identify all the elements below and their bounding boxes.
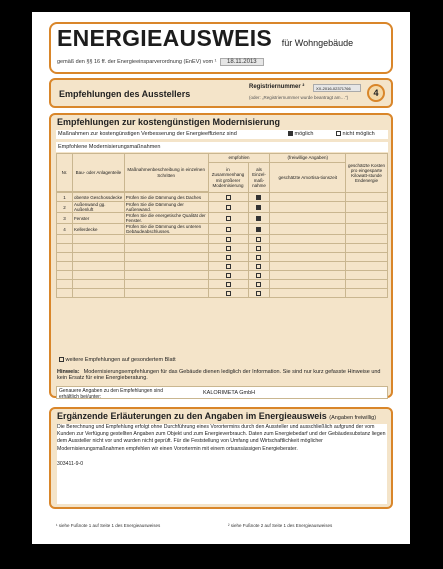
row-cost	[346, 193, 388, 202]
row-part: oberste Geschossdecke	[72, 193, 124, 202]
row-desc: Prüfen Sie die Dämmung des Daches	[124, 193, 208, 202]
row-cost	[346, 271, 388, 280]
row-single	[248, 253, 270, 262]
combined-checkbox[interactable]	[226, 291, 231, 296]
detail-label: Genauere Angaben zu den Empfehlungen sind erhältlich bei/unter:	[59, 388, 163, 400]
single-measure-checkbox[interactable]	[256, 264, 261, 269]
not-possible-checkbox[interactable]	[336, 131, 341, 136]
row-part	[72, 271, 124, 280]
row-part: Kellerdecke	[72, 224, 124, 235]
legal-basis	[57, 58, 264, 66]
row-combined	[208, 224, 248, 235]
registration-note: (oder: „Registriernummer wurde beantragt am…")	[249, 95, 349, 100]
detail-value: KALORIMETA GmbH	[203, 390, 256, 396]
row-combined	[208, 202, 248, 213]
row-nr: 4	[57, 224, 73, 235]
row-single	[248, 202, 270, 213]
row-desc: Prüfen Sie die Dämmung der Außenwand.	[124, 202, 208, 213]
row-desc	[124, 280, 208, 289]
hint-text: Modernisierungsempfehlungen für das Gebäude dienen lediglich der Information. Sie sind nur kurz gefasste Hinweise und kein Ersatz für eine Energieberatung.	[57, 369, 381, 381]
row-combined	[208, 262, 248, 271]
combined-checkbox[interactable]	[226, 216, 231, 221]
single-measure-checkbox[interactable]	[256, 227, 261, 232]
col-single: als Einzel-maß-nahme	[248, 163, 270, 193]
table-row	[57, 244, 388, 253]
footnote-2: ² siehe Fußnote 2 auf Seite 1 des Energieausweises	[228, 523, 333, 528]
measures-list-title: Empfohlene Modernisierungsmaßnahmen	[56, 142, 388, 152]
hint	[57, 369, 389, 381]
row-cost	[346, 213, 388, 224]
row-amort	[270, 224, 346, 235]
more-recommendations	[59, 357, 176, 363]
row-single	[248, 193, 270, 202]
row-nr: 1	[57, 193, 73, 202]
measures-table	[56, 153, 388, 298]
single-measure-checkbox[interactable]	[256, 282, 261, 287]
row-amort	[270, 213, 346, 224]
section-band	[49, 78, 393, 108]
row-combined	[208, 280, 248, 289]
section-title: Empfehlungen des Ausstellers	[59, 89, 191, 99]
supplementary-section	[49, 407, 393, 509]
row-combined	[208, 253, 248, 262]
row-cost	[346, 253, 388, 262]
table-row	[57, 235, 388, 244]
row-nr	[57, 262, 73, 271]
table-row	[57, 253, 388, 262]
table-row	[57, 271, 388, 280]
col-recommended: empfohlen	[208, 154, 270, 163]
col-nr: Nr.	[57, 154, 73, 192]
col-desc: Maßnahmenbeschreibung in einzelnen Schritten	[124, 154, 208, 192]
row-part	[72, 244, 124, 253]
row-cost	[346, 235, 388, 244]
supplementary-text-body: Die Berechnung und Empfehlung erfolgt ohne Durchführung eines Vorortermins durch den Aussteller und ausschließlich aufgrund der vom Kunden zur Verfügung gestellten Angaben zum Objekt und zum Energieverbrauch. Daten zum Energiebedarf und der Gebäudesubstanz liegen dem Aussteller nicht vor und wurden nicht geprüft. Für die Feststellung von Umfang und Wirtschaftlichkeit möglicher Modernisierungsmaßnahmen empfehlen wir einen Vorortermin mit einem ortsansässigen Energieberater.	[57, 424, 386, 452]
col-cost: geschätzte Kosten pro eingesparte Kilowatt-stunde Endenergie	[346, 154, 388, 193]
efficiency-question: Maßnahmen zur kostengünstigen Verbesserung der Energieeffizienz sind	[58, 131, 237, 137]
col-part: Bau- oder Anlagenteile	[72, 154, 124, 192]
row-amort	[270, 244, 346, 253]
row-combined	[208, 193, 248, 202]
row-combined	[208, 235, 248, 244]
table-row	[57, 289, 388, 298]
row-desc	[124, 262, 208, 271]
certificate-subtitle: für Wohngebäude	[281, 38, 354, 48]
row-desc	[124, 235, 208, 244]
row-desc: Prüfen Sie die Dämmung des unteren Gebäudeabschlusses.	[124, 224, 208, 235]
row-combined	[208, 244, 248, 253]
row-cost	[346, 280, 388, 289]
row-amort	[270, 289, 346, 298]
hint-label: Hinweis:	[57, 369, 80, 375]
table-row	[57, 213, 388, 224]
row-desc	[124, 244, 208, 253]
single-measure-checkbox[interactable]	[256, 216, 261, 221]
row-combined	[208, 213, 248, 224]
certificate-title: ENERGIEAUSWEIS	[57, 25, 273, 51]
row-nr	[57, 280, 73, 289]
row-single	[248, 224, 270, 235]
single-measure-checkbox[interactable]	[256, 291, 261, 296]
combined-checkbox[interactable]	[226, 273, 231, 278]
page-number-badge: 4	[367, 84, 385, 102]
row-nr	[57, 244, 73, 253]
combined-checkbox[interactable]	[226, 237, 231, 242]
row-single	[248, 213, 270, 224]
row-amort	[270, 202, 346, 213]
supplementary-text	[57, 424, 387, 504]
col-optional: (freiwillige Angaben)	[270, 154, 346, 163]
legal-basis-text: gemäß den §§ 16 ff. der Energieeinsparverordnung (EnEV) vom ¹	[57, 59, 217, 65]
row-amort	[270, 253, 346, 262]
row-part: Fenster	[72, 213, 124, 224]
row-amort	[270, 235, 346, 244]
combined-checkbox[interactable]	[226, 227, 231, 232]
row-nr	[57, 271, 73, 280]
measures-rows	[57, 193, 388, 298]
row-single	[248, 262, 270, 271]
row-part	[72, 235, 124, 244]
reference-number: 303411-9-0	[57, 460, 84, 467]
col-amort: geschätzte Amortisa-tionszeit	[270, 163, 346, 193]
issue-date: 18.11.2013	[220, 58, 264, 66]
more-recommendations-checkbox[interactable]	[59, 357, 64, 362]
possible-label: möglich	[294, 131, 314, 137]
detail-contact	[56, 386, 388, 399]
table-row	[57, 262, 388, 271]
row-part: Außenwand gg. Außenluft	[72, 202, 124, 213]
single-measure-checkbox[interactable]	[256, 246, 261, 251]
row-amort	[270, 262, 346, 271]
col-combined: in Zusammenhang mit größerer Modernisierung	[208, 163, 248, 193]
row-nr	[57, 235, 73, 244]
certificate-header	[49, 22, 393, 74]
row-desc	[124, 271, 208, 280]
row-amort	[270, 271, 346, 280]
row-cost	[346, 289, 388, 298]
row-desc: Prüfen Sie die energetische Qualität der Fenster.	[124, 213, 208, 224]
modernisation-heading: Empfehlungen zur kostengünstigen Modernisierung	[57, 117, 281, 127]
row-amort	[270, 193, 346, 202]
registration-number: XX-2016-02371766	[313, 84, 361, 92]
row-nr: 2	[57, 202, 73, 213]
row-single	[248, 289, 270, 298]
row-cost	[346, 202, 388, 213]
modernisation-section	[49, 113, 393, 398]
supplementary-heading: Ergänzende Erläuterungen zu den Angaben im Energieausweis	[57, 411, 327, 421]
row-combined	[208, 289, 248, 298]
row-desc	[124, 289, 208, 298]
row-nr: 3	[57, 213, 73, 224]
single-measure-checkbox[interactable]	[256, 255, 261, 260]
efficiency-question-row	[56, 130, 388, 139]
table-row	[57, 224, 388, 235]
not-possible-label: nicht möglich	[342, 131, 375, 137]
row-nr	[57, 289, 73, 298]
row-amort	[270, 280, 346, 289]
row-part	[72, 253, 124, 262]
row-single	[248, 271, 270, 280]
row-combined	[208, 271, 248, 280]
row-single	[248, 244, 270, 253]
row-part	[72, 289, 124, 298]
single-measure-checkbox[interactable]	[256, 273, 261, 278]
energy-certificate-page	[32, 12, 410, 544]
single-measure-checkbox[interactable]	[256, 237, 261, 242]
row-desc	[124, 253, 208, 262]
row-part	[72, 262, 124, 271]
row-single	[248, 280, 270, 289]
row-part	[72, 280, 124, 289]
row-cost	[346, 244, 388, 253]
possible-checkbox[interactable]	[288, 131, 293, 136]
registration-label: Registriernummer ²	[249, 84, 305, 90]
row-cost	[346, 262, 388, 271]
single-measure-checkbox[interactable]	[256, 195, 261, 200]
combined-checkbox[interactable]	[226, 246, 231, 251]
row-nr	[57, 253, 73, 262]
combined-checkbox[interactable]	[226, 282, 231, 287]
table-row	[57, 202, 388, 213]
row-single	[248, 235, 270, 244]
single-measure-checkbox[interactable]	[256, 205, 261, 210]
combined-checkbox[interactable]	[226, 264, 231, 269]
combined-checkbox[interactable]	[226, 255, 231, 260]
table-row	[57, 280, 388, 289]
combined-checkbox[interactable]	[226, 205, 231, 210]
table-row	[57, 193, 388, 202]
footnote-1: ¹ siehe Fußnote 1 auf Seite 1 des Energieausweises	[56, 523, 161, 528]
combined-checkbox[interactable]	[226, 195, 231, 200]
supplementary-optional: (Angaben freiwillig)	[329, 415, 377, 421]
more-recommendations-label: weitere Empfehlungen auf gesondertem Blatt	[65, 357, 176, 363]
row-cost	[346, 224, 388, 235]
